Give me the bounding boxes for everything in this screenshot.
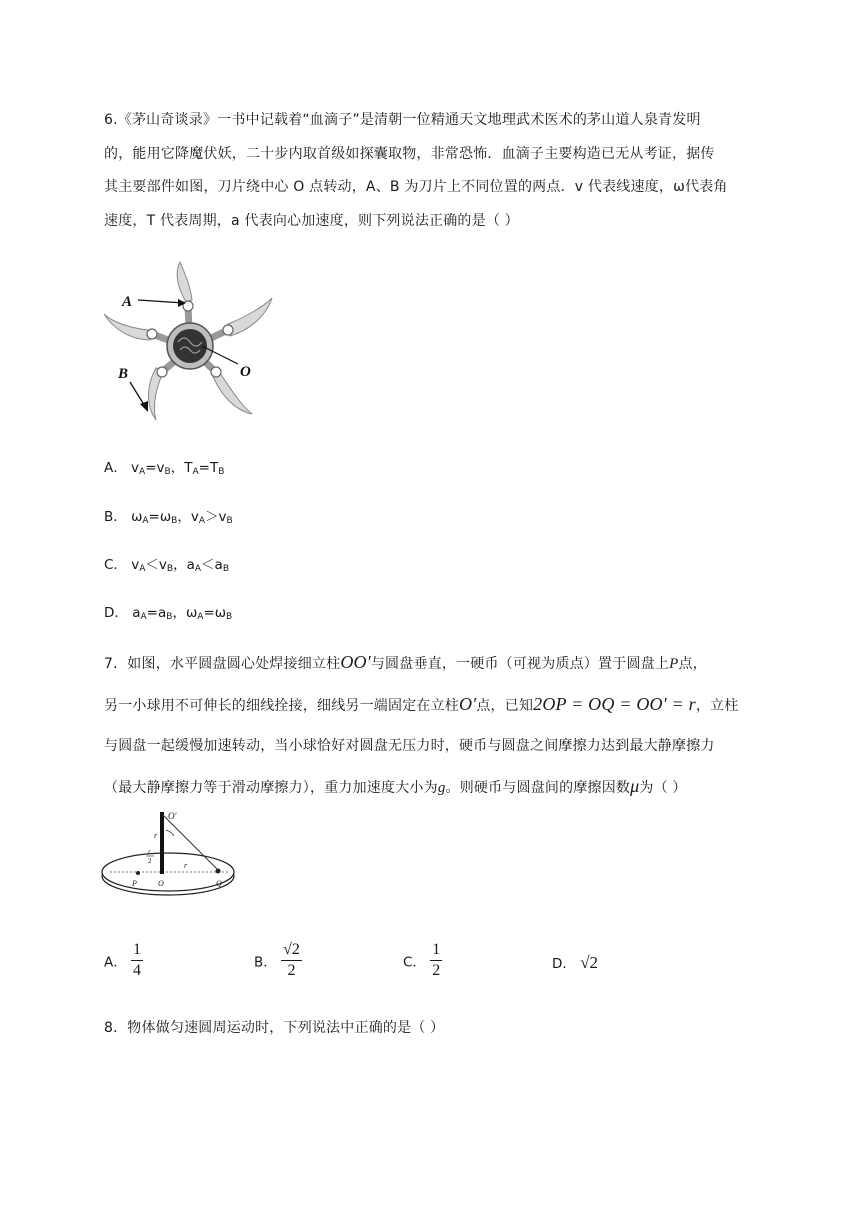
svg-text:P: P (132, 879, 137, 888)
question-8-stem (104, 1012, 764, 1046)
svg-text:Q: Q (216, 879, 222, 888)
blade-right (228, 298, 272, 336)
svg-text:2: 2 (148, 857, 152, 865)
label-a: A (122, 294, 133, 310)
disk-figure (100, 808, 240, 898)
question-6-stem (104, 104, 764, 238)
svg-text:r: r (154, 831, 158, 840)
q7-line-2: 另一小球用不可伸长的细线拴接，细线另一端固定在立柱O′点，已知2OP = OQ = OO′ = r，立柱 (104, 694, 739, 714)
coin-p (136, 871, 140, 875)
q7-answer-a: A． $\frac{1}{4}$ (104, 941, 142, 979)
blood-drop-figure (100, 258, 280, 428)
ball-q (216, 869, 221, 874)
q7-line-1: 7．如图，水平圆盘圆心处焊接细立柱OO′与圆盘垂直，一硬币（可视为质点）置于圆盘上P点， (104, 652, 707, 672)
q6-line-2: 的，能用它降魔伏妖，二十步内取首级如探囊取物，非常恐怖．血滴子主要构造已无从考证，据传 (104, 145, 715, 162)
label-o: O (240, 364, 251, 380)
svg-text:O: O (158, 879, 164, 888)
q6-option-a: A． $v_A=v_B$，$T_A=T_B$ (104, 460, 225, 477)
hub-core (173, 329, 207, 363)
svg-text:r: r (148, 848, 151, 856)
q7-answer-c: C． $\frac{1}{2}$ (403, 941, 441, 979)
svg-text:r: r (184, 861, 188, 870)
q7-answer-d: D． √2 (552, 953, 599, 972)
question-7-stem (104, 642, 764, 808)
q8-line: 8．物体做匀速圆周运动时，下列说法中正确的是（ ） (104, 1020, 445, 1036)
q6-option-d: D． $a_A=a_B$，$\omega_A=\omega_B$ (104, 605, 233, 622)
q7-line-3: 与圆盘一起缓慢加速转动，当小球恰好对圆盘无压力时，硬币与圆盘之间摩擦力达到最大静摩擦力 (104, 738, 715, 754)
q6-line-3: 其主要部件如图，刀片绕中心 O 点转动，A、B 为刀片上不同位置的两点．v 代表线速度，ω代表角 (104, 179, 728, 195)
q6-line-1: 6.《茅山奇谈录》一书中记载着“血滴子”是清朝一位精通天文地理武术医术的茅山道人泉青发明 (104, 112, 701, 128)
blade-top (177, 262, 192, 302)
svg-text:O′: O′ (168, 811, 177, 821)
q6-option-c: C． $v_A<v_B$，$a_A<a_B$ (104, 557, 230, 574)
q7-answer-b: B． $\frac{√2}{2}$ (254, 941, 300, 979)
blade-left (104, 314, 150, 340)
q7-line-4: （最大静摩擦力等于滑动摩擦力），重力加速度大小为g。则硬币与圆盘间的摩擦因数μ为（ ） (104, 776, 687, 796)
label-b: B (118, 366, 129, 382)
q6-option-b: B． $\omega_A=\omega_B$，$v_A>v_B$ (104, 509, 233, 526)
q6-line-4: 速度，T 代表周期，a 代表向心加速度，则下列说法正确的是（ ） (104, 212, 519, 229)
